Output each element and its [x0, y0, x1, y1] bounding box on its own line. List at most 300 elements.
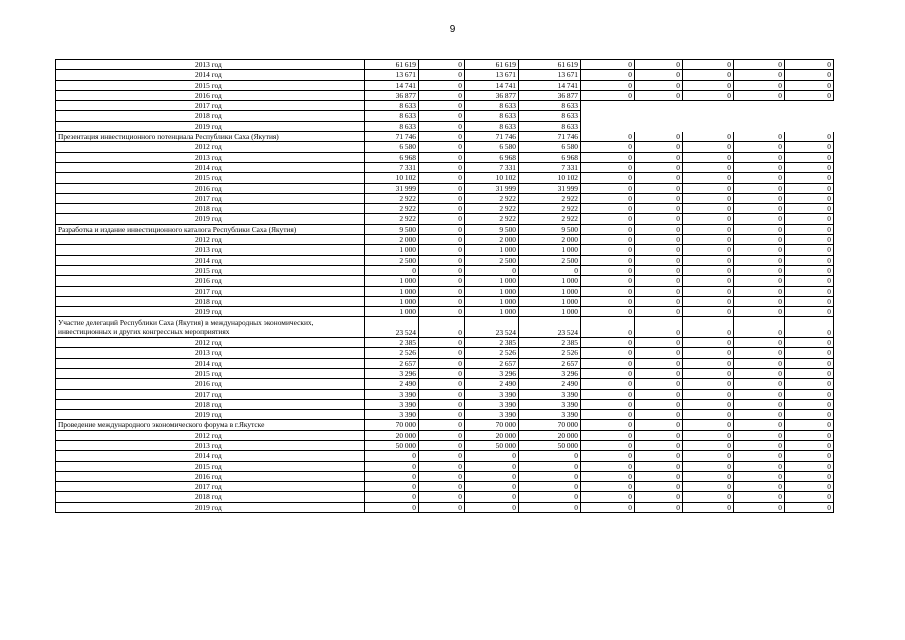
- value-cell: 0: [734, 193, 785, 203]
- value-cell: 0: [734, 173, 785, 183]
- year-row: [56, 399, 834, 409]
- value-cell: 2 490: [519, 379, 581, 389]
- value-cell: 0: [734, 368, 785, 378]
- value-cell: 2 526: [465, 348, 519, 358]
- value-cell: 0: [581, 183, 635, 193]
- value-cell: 8 633: [519, 111, 581, 121]
- year-label: 2018 год: [56, 204, 365, 214]
- value-cell: 8 633: [465, 121, 519, 131]
- value-cell: 0: [581, 90, 635, 100]
- value-cell: 0: [785, 410, 834, 420]
- year-row: [56, 307, 834, 317]
- value-cell: 0: [581, 307, 635, 317]
- value-cell: 36 877: [465, 90, 519, 100]
- value-cell: 0: [683, 70, 734, 80]
- value-cell: 0: [465, 502, 519, 512]
- value-cell: 0: [734, 420, 785, 430]
- year-row: [56, 461, 834, 471]
- value-cell: 0: [683, 204, 734, 214]
- value-cell: 14 741: [465, 80, 519, 90]
- value-cell: 0: [635, 132, 683, 142]
- value-cell: 0: [734, 338, 785, 348]
- value-cell: [683, 101, 734, 111]
- year-label: 2012 год: [56, 430, 365, 440]
- value-cell: 0: [419, 183, 465, 193]
- value-cell: 0: [419, 461, 465, 471]
- value-cell: 0: [419, 204, 465, 214]
- value-cell: 0: [683, 162, 734, 172]
- value-cell: 0: [683, 482, 734, 492]
- value-cell: 1 000: [465, 276, 519, 286]
- year-row: [56, 348, 834, 358]
- value-cell: 0: [581, 317, 635, 338]
- value-cell: 0: [635, 235, 683, 245]
- value-cell: 0: [419, 307, 465, 317]
- value-cell: 2 500: [519, 255, 581, 265]
- value-cell: 0: [465, 461, 519, 471]
- value-cell: 0: [734, 492, 785, 502]
- value-cell: 0: [683, 296, 734, 306]
- value-cell: 31 999: [519, 183, 581, 193]
- value-cell: 0: [683, 420, 734, 430]
- value-cell: 0: [419, 121, 465, 131]
- value-cell: 0: [419, 471, 465, 481]
- value-cell: 0: [734, 60, 785, 70]
- value-cell: 0: [734, 90, 785, 100]
- value-cell: 0: [635, 276, 683, 286]
- value-cell: 0: [785, 162, 834, 172]
- value-cell: 0: [635, 183, 683, 193]
- year-label: 2019 год: [56, 307, 365, 317]
- year-row: [56, 482, 834, 492]
- value-cell: 0: [581, 152, 635, 162]
- value-cell: 8 633: [519, 101, 581, 111]
- value-cell: 0: [635, 152, 683, 162]
- value-cell: 0: [581, 255, 635, 265]
- value-cell: 0: [635, 461, 683, 471]
- year-label: 2014 год: [56, 255, 365, 265]
- value-cell: 50 000: [465, 440, 519, 450]
- value-cell: 0: [785, 317, 834, 338]
- value-cell: 0: [635, 440, 683, 450]
- value-cell: 0: [419, 224, 465, 234]
- value-cell: 0: [785, 204, 834, 214]
- value-cell: 0: [581, 265, 635, 275]
- value-cell: 0: [785, 461, 834, 471]
- value-cell: 0: [419, 430, 465, 440]
- value-cell: 0: [581, 358, 635, 368]
- value-cell: 0: [419, 286, 465, 296]
- value-cell: 13 671: [519, 70, 581, 80]
- year-row: [56, 183, 834, 193]
- value-cell: 0: [581, 440, 635, 450]
- value-cell: 0: [785, 286, 834, 296]
- year-row: [56, 60, 834, 70]
- value-cell: 0: [683, 224, 734, 234]
- year-label: 2013 год: [56, 60, 365, 70]
- year-row: [56, 265, 834, 275]
- value-cell: 0: [635, 70, 683, 80]
- value-cell: [734, 111, 785, 121]
- value-cell: 0: [419, 358, 465, 368]
- value-cell: 0: [785, 502, 834, 512]
- value-cell: 0: [581, 389, 635, 399]
- value-cell: 0: [581, 451, 635, 461]
- year-label: 2019 год: [56, 214, 365, 224]
- value-cell: 0: [785, 265, 834, 275]
- value-cell: 0: [365, 482, 419, 492]
- value-cell: 0: [785, 451, 834, 461]
- year-label: 2016 год: [56, 183, 365, 193]
- value-cell: 0: [519, 492, 581, 502]
- value-cell: 2 922: [519, 204, 581, 214]
- value-cell: 0: [734, 358, 785, 368]
- value-cell: 0: [635, 338, 683, 348]
- value-cell: 2 000: [519, 235, 581, 245]
- value-cell: 0: [734, 132, 785, 142]
- year-row: [56, 296, 834, 306]
- value-cell: 0: [635, 502, 683, 512]
- value-cell: 3 390: [519, 399, 581, 409]
- value-cell: 0: [419, 60, 465, 70]
- value-cell: 20 000: [519, 430, 581, 440]
- value-cell: [683, 121, 734, 131]
- value-cell: 1 000: [365, 245, 419, 255]
- value-cell: 0: [785, 142, 834, 152]
- value-cell: 1 000: [465, 245, 519, 255]
- value-cell: 71 746: [365, 132, 419, 142]
- value-cell: 0: [365, 461, 419, 471]
- value-cell: 0: [635, 368, 683, 378]
- value-cell: 0: [635, 142, 683, 152]
- value-cell: 1 000: [519, 296, 581, 306]
- value-cell: 3 390: [465, 399, 519, 409]
- value-cell: 0: [683, 255, 734, 265]
- year-label: 2019 год: [56, 502, 365, 512]
- value-cell: 0: [519, 451, 581, 461]
- value-cell: 0: [683, 389, 734, 399]
- value-cell: 2 922: [519, 214, 581, 224]
- year-label: 2013 год: [56, 152, 365, 162]
- value-cell: [683, 111, 734, 121]
- value-cell: [581, 111, 635, 121]
- value-cell: 0: [465, 482, 519, 492]
- value-cell: 0: [683, 265, 734, 275]
- value-cell: 0: [683, 471, 734, 481]
- value-cell: 0: [581, 420, 635, 430]
- year-row: [56, 70, 834, 80]
- year-row: [56, 451, 834, 461]
- value-cell: 0: [734, 471, 785, 481]
- year-label: 2015 год: [56, 368, 365, 378]
- value-cell: 0: [581, 368, 635, 378]
- year-row: [56, 379, 834, 389]
- value-cell: [635, 101, 683, 111]
- value-cell: 0: [734, 389, 785, 399]
- value-cell: 10 102: [465, 173, 519, 183]
- value-cell: 3 390: [465, 389, 519, 399]
- value-cell: 1 000: [465, 286, 519, 296]
- value-cell: 0: [785, 193, 834, 203]
- value-cell: 7 331: [465, 162, 519, 172]
- value-cell: 9 500: [519, 224, 581, 234]
- value-cell: 8 633: [365, 111, 419, 121]
- value-cell: 0: [419, 296, 465, 306]
- value-cell: 3 296: [519, 368, 581, 378]
- value-cell: 0: [419, 410, 465, 420]
- value-cell: 0: [365, 451, 419, 461]
- value-cell: 70 000: [465, 420, 519, 430]
- value-cell: 2 526: [519, 348, 581, 358]
- value-cell: 0: [734, 296, 785, 306]
- value-cell: 0: [419, 451, 465, 461]
- value-cell: 0: [785, 348, 834, 358]
- value-cell: 0: [581, 502, 635, 512]
- value-cell: [734, 121, 785, 131]
- value-cell: 2 490: [465, 379, 519, 389]
- value-cell: 3 296: [365, 368, 419, 378]
- value-cell: 23 524: [465, 317, 519, 338]
- value-cell: 0: [683, 214, 734, 224]
- value-cell: 0: [734, 162, 785, 172]
- value-cell: 1 000: [465, 307, 519, 317]
- value-cell: 1 000: [365, 307, 419, 317]
- value-cell: 3 390: [465, 410, 519, 420]
- item-row: [56, 420, 834, 430]
- year-label: 2018 год: [56, 111, 365, 121]
- year-row: [56, 492, 834, 502]
- item-row: [56, 317, 834, 338]
- value-cell: 0: [581, 482, 635, 492]
- value-cell: 0: [785, 224, 834, 234]
- value-cell: [785, 101, 834, 111]
- value-cell: 0: [465, 451, 519, 461]
- value-cell: 0: [635, 286, 683, 296]
- value-cell: [581, 101, 635, 111]
- value-cell: 0: [734, 440, 785, 450]
- value-cell: 0: [734, 80, 785, 90]
- year-label: 2013 год: [56, 440, 365, 450]
- value-cell: 0: [785, 420, 834, 430]
- value-cell: 0: [419, 255, 465, 265]
- value-cell: 0: [581, 193, 635, 203]
- value-cell: 0: [635, 420, 683, 430]
- year-row: [56, 235, 834, 245]
- value-cell: 0: [635, 492, 683, 502]
- value-cell: 0: [419, 492, 465, 502]
- value-cell: 0: [785, 440, 834, 450]
- value-cell: 0: [419, 111, 465, 121]
- value-cell: 1 000: [519, 245, 581, 255]
- value-cell: 0: [635, 471, 683, 481]
- value-cell: 0: [419, 235, 465, 245]
- year-label: 2017 год: [56, 193, 365, 203]
- value-cell: 0: [785, 482, 834, 492]
- value-cell: 0: [635, 90, 683, 100]
- year-row: [56, 286, 834, 296]
- value-cell: 2 657: [465, 358, 519, 368]
- value-cell: 0: [635, 430, 683, 440]
- year-label: 2018 год: [56, 296, 365, 306]
- year-row: [56, 173, 834, 183]
- value-cell: 0: [419, 368, 465, 378]
- value-cell: 31 999: [465, 183, 519, 193]
- value-cell: 2 657: [519, 358, 581, 368]
- year-label: 2019 год: [56, 410, 365, 420]
- year-label: 2016 год: [56, 379, 365, 389]
- year-row: [56, 152, 834, 162]
- value-cell: 0: [635, 193, 683, 203]
- value-cell: 0: [581, 379, 635, 389]
- value-cell: 61 619: [365, 60, 419, 70]
- value-cell: 8 633: [465, 111, 519, 121]
- value-cell: 0: [581, 162, 635, 172]
- year-row: [56, 142, 834, 152]
- value-cell: 0: [734, 214, 785, 224]
- year-label: 2017 год: [56, 101, 365, 111]
- value-cell: 0: [635, 80, 683, 90]
- budget-table: [55, 59, 834, 513]
- year-label: 2018 год: [56, 492, 365, 502]
- year-label: 2012 год: [56, 338, 365, 348]
- value-cell: 0: [734, 502, 785, 512]
- value-cell: 0: [581, 142, 635, 152]
- value-cell: 0: [785, 132, 834, 142]
- value-cell: 0: [419, 502, 465, 512]
- value-cell: 1 000: [365, 286, 419, 296]
- value-cell: 0: [683, 502, 734, 512]
- value-cell: 0: [581, 204, 635, 214]
- value-cell: 0: [734, 276, 785, 286]
- value-cell: 0: [635, 399, 683, 409]
- value-cell: 1 000: [465, 296, 519, 306]
- value-cell: 0: [635, 60, 683, 70]
- value-cell: 6 580: [465, 142, 519, 152]
- year-row: [56, 358, 834, 368]
- value-cell: 0: [683, 60, 734, 70]
- value-cell: 0: [635, 451, 683, 461]
- year-label: 2018 год: [56, 399, 365, 409]
- value-cell: 0: [419, 265, 465, 275]
- year-row: [56, 121, 834, 131]
- year-label: 2017 год: [56, 389, 365, 399]
- value-cell: 0: [683, 399, 734, 409]
- value-cell: 0: [581, 461, 635, 471]
- value-cell: 0: [419, 90, 465, 100]
- value-cell: 0: [683, 338, 734, 348]
- value-cell: 0: [734, 286, 785, 296]
- value-cell: 0: [581, 492, 635, 502]
- value-cell: 0: [419, 80, 465, 90]
- value-cell: 3 390: [519, 410, 581, 420]
- value-cell: 10 102: [519, 173, 581, 183]
- value-cell: 2 000: [465, 235, 519, 245]
- value-cell: 0: [419, 440, 465, 450]
- year-label: 2015 год: [56, 80, 365, 90]
- value-cell: 0: [683, 317, 734, 338]
- value-cell: 0: [683, 80, 734, 90]
- value-cell: 0: [419, 70, 465, 80]
- value-cell: 0: [635, 204, 683, 214]
- year-row: [56, 245, 834, 255]
- value-cell: 0: [785, 430, 834, 440]
- value-cell: 0: [419, 173, 465, 183]
- value-cell: 0: [365, 502, 419, 512]
- value-cell: 0: [519, 461, 581, 471]
- value-cell: 0: [635, 317, 683, 338]
- value-cell: 0: [683, 245, 734, 255]
- value-cell: 0: [785, 296, 834, 306]
- value-cell: 0: [581, 60, 635, 70]
- value-cell: 2 922: [365, 214, 419, 224]
- year-label: 2017 год: [56, 286, 365, 296]
- value-cell: 0: [734, 430, 785, 440]
- year-row: [56, 368, 834, 378]
- value-cell: 2 000: [365, 235, 419, 245]
- value-cell: 0: [785, 276, 834, 286]
- value-cell: 0: [635, 358, 683, 368]
- value-cell: 8 633: [465, 101, 519, 111]
- value-cell: 3 296: [465, 368, 519, 378]
- value-cell: 0: [785, 245, 834, 255]
- value-cell: 0: [419, 132, 465, 142]
- value-cell: 0: [581, 348, 635, 358]
- year-label: 2014 год: [56, 162, 365, 172]
- value-cell: 0: [419, 348, 465, 358]
- value-cell: 0: [734, 348, 785, 358]
- year-row: [56, 255, 834, 265]
- value-cell: 50 000: [365, 440, 419, 450]
- value-cell: 0: [419, 214, 465, 224]
- value-cell: 0: [785, 255, 834, 265]
- year-label: 2014 год: [56, 451, 365, 461]
- value-cell: 3 390: [365, 399, 419, 409]
- value-cell: 2 385: [519, 338, 581, 348]
- value-cell: 0: [734, 142, 785, 152]
- value-cell: 8 633: [519, 121, 581, 131]
- value-cell: 61 619: [519, 60, 581, 70]
- value-cell: 2 922: [365, 204, 419, 214]
- year-label: 2016 год: [56, 276, 365, 286]
- value-cell: 0: [635, 162, 683, 172]
- value-cell: 0: [683, 410, 734, 420]
- value-cell: 8 633: [365, 121, 419, 131]
- value-cell: 0: [734, 410, 785, 420]
- value-cell: 0: [683, 440, 734, 450]
- value-cell: 23 524: [519, 317, 581, 338]
- year-label: 2015 год: [56, 461, 365, 471]
- year-row: [56, 430, 834, 440]
- value-cell: 2 922: [465, 204, 519, 214]
- value-cell: 0: [734, 255, 785, 265]
- value-cell: 0: [734, 399, 785, 409]
- value-cell: 6 968: [365, 152, 419, 162]
- value-cell: 31 999: [365, 183, 419, 193]
- value-cell: 6 968: [519, 152, 581, 162]
- value-cell: 0: [683, 142, 734, 152]
- value-cell: 2 922: [465, 193, 519, 203]
- value-cell: [785, 111, 834, 121]
- value-cell: 0: [519, 482, 581, 492]
- value-cell: 36 877: [365, 90, 419, 100]
- value-cell: 0: [581, 235, 635, 245]
- value-cell: 0: [734, 451, 785, 461]
- year-row: [56, 111, 834, 121]
- year-label: 2014 год: [56, 358, 365, 368]
- value-cell: 0: [785, 492, 834, 502]
- year-row: [56, 204, 834, 214]
- year-label: 2013 год: [56, 245, 365, 255]
